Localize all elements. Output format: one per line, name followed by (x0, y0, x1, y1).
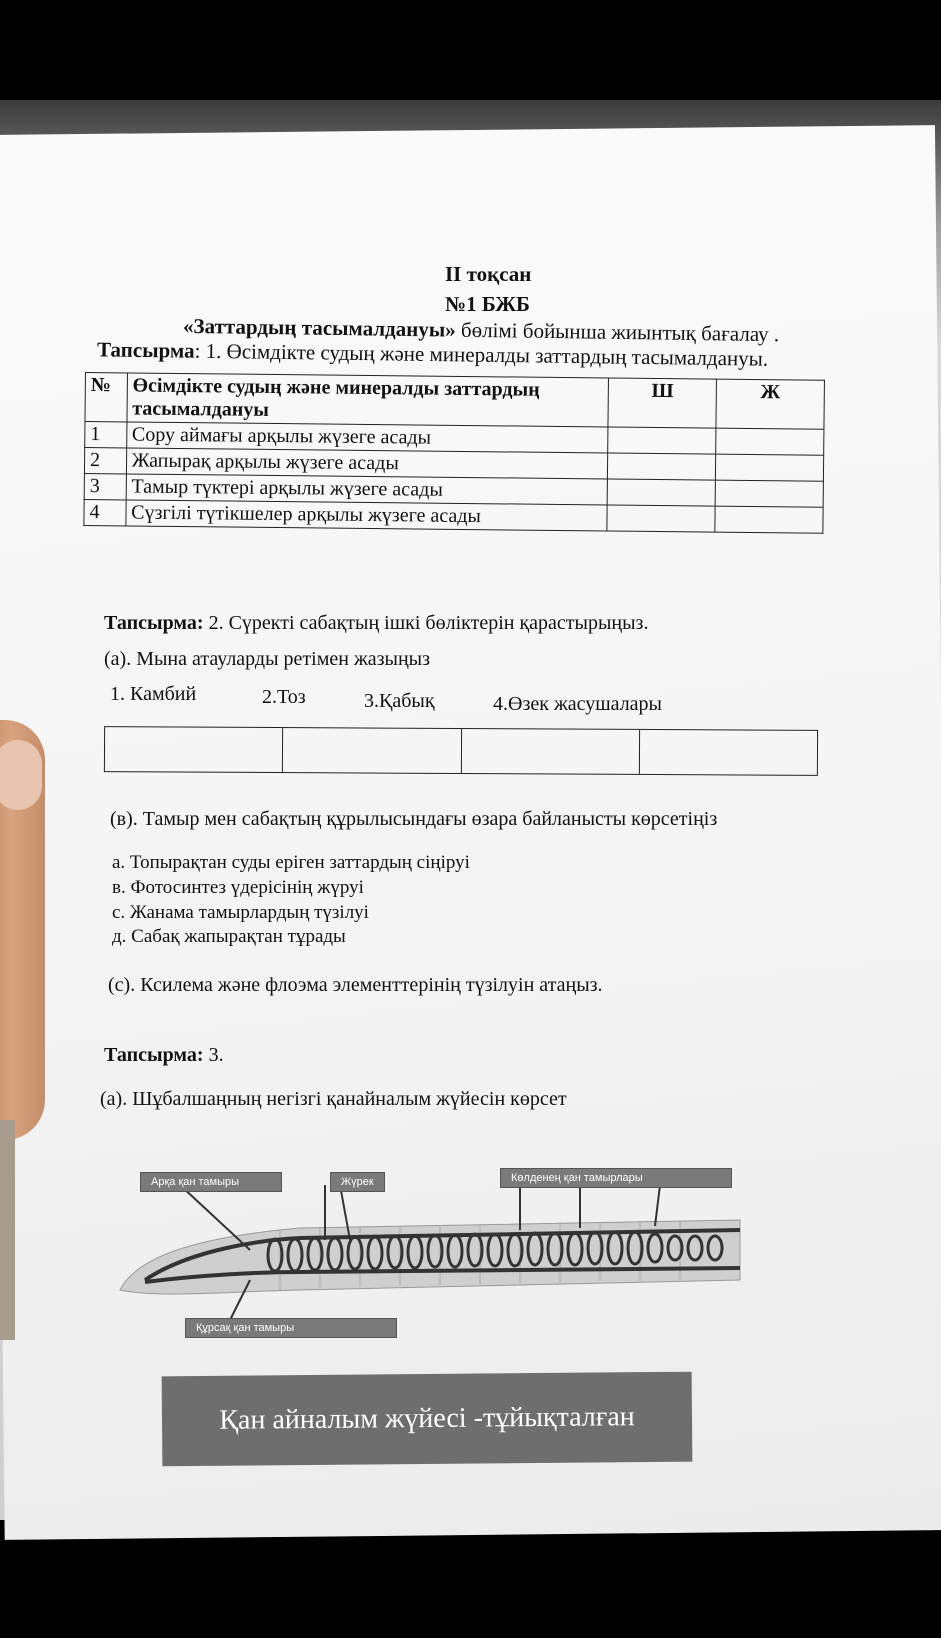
item-4: 4.Өзек жасушалары (493, 693, 662, 715)
task2-b: (в). Тамыр мен сабақтың құрылысындағы өзара байланысты көрсетіңіз (110, 808, 718, 830)
option-b: в. Фотосинтез үдерісінің жүруі (112, 877, 364, 898)
answer-cell[interactable] (283, 728, 461, 773)
subtitle: «Заттардың тасымалдануы» бөлімі бойынша жиынтық бағалау . (182, 313, 780, 347)
thumbnail (0, 740, 42, 810)
answer-cell[interactable] (461, 729, 639, 774)
table-row: 4 Сүзгілі түтікшелер арқылы жүзеге асады (84, 499, 823, 533)
answer-cell[interactable] (105, 727, 283, 772)
task3-heading: Тапсырма: 3. (104, 1044, 224, 1066)
table-row: 3 Тамыр түктері арқылы жүзеге асады (84, 473, 823, 507)
label-transverse: Көлденең қан тамырлары (500, 1168, 732, 1188)
task1-heading: Тапсырма: 1. Өсімдікте судың және минералды заттардың тасымалдануы. (96, 337, 769, 371)
table-row: 2 Жапырақ арқылы жүзеге асады (84, 448, 823, 482)
label-ventral: Құрсақ қан тамыры (185, 1318, 397, 1338)
task2-heading: Тапсырма: 2. Сүректі сабақтың ішкі бөліктерін қарастырыңыз. (104, 612, 649, 634)
item-3: 3.Қабық (364, 690, 435, 712)
label-heart: Жүрек (330, 1172, 385, 1192)
answer-cell[interactable] (640, 730, 817, 775)
item-2: 2.Тоз (262, 686, 306, 708)
answer-grid (104, 726, 818, 776)
sleeve (0, 1120, 15, 1340)
option-c: с. Жанама тамырлардың түзілуі (112, 902, 369, 923)
item-1: 1. Камбий (110, 683, 197, 705)
quarter-title: II тоқсан (445, 262, 532, 286)
task2-c: (с). Ксилема және флоэма элементтерінің түзілуін атаңыз. (108, 974, 603, 996)
label-dorsal: Арқа қан тамыры (140, 1172, 282, 1192)
col-num: № (85, 373, 127, 422)
task1-table (83, 372, 825, 534)
earthworm-diagram (100, 1172, 750, 1340)
test-number: №1 БЖБ (445, 292, 530, 316)
task3-a: (а). Шұбалшаңның негізгі қанайналым жүйесін көрсет (100, 1088, 567, 1110)
col-false: Ж (716, 379, 824, 429)
option-a: а. Топырақтан суды еріген заттардың сіңіруі (112, 852, 470, 873)
task2-a: (а). Мына атауларды ретімен жазыңыз (104, 648, 431, 670)
circulation-banner: Қан айналым жүйесі -тұйықталған (162, 1372, 693, 1467)
option-d: д. Сабақ жапырақтан тұрады (112, 926, 346, 947)
col-true: Ш (608, 378, 716, 428)
table-row: 1 Сору аймағы арқылы жүзеге асады (85, 422, 824, 456)
col-text: Өсімдікте судың және минералды заттардың тасымалдануы (127, 373, 609, 427)
